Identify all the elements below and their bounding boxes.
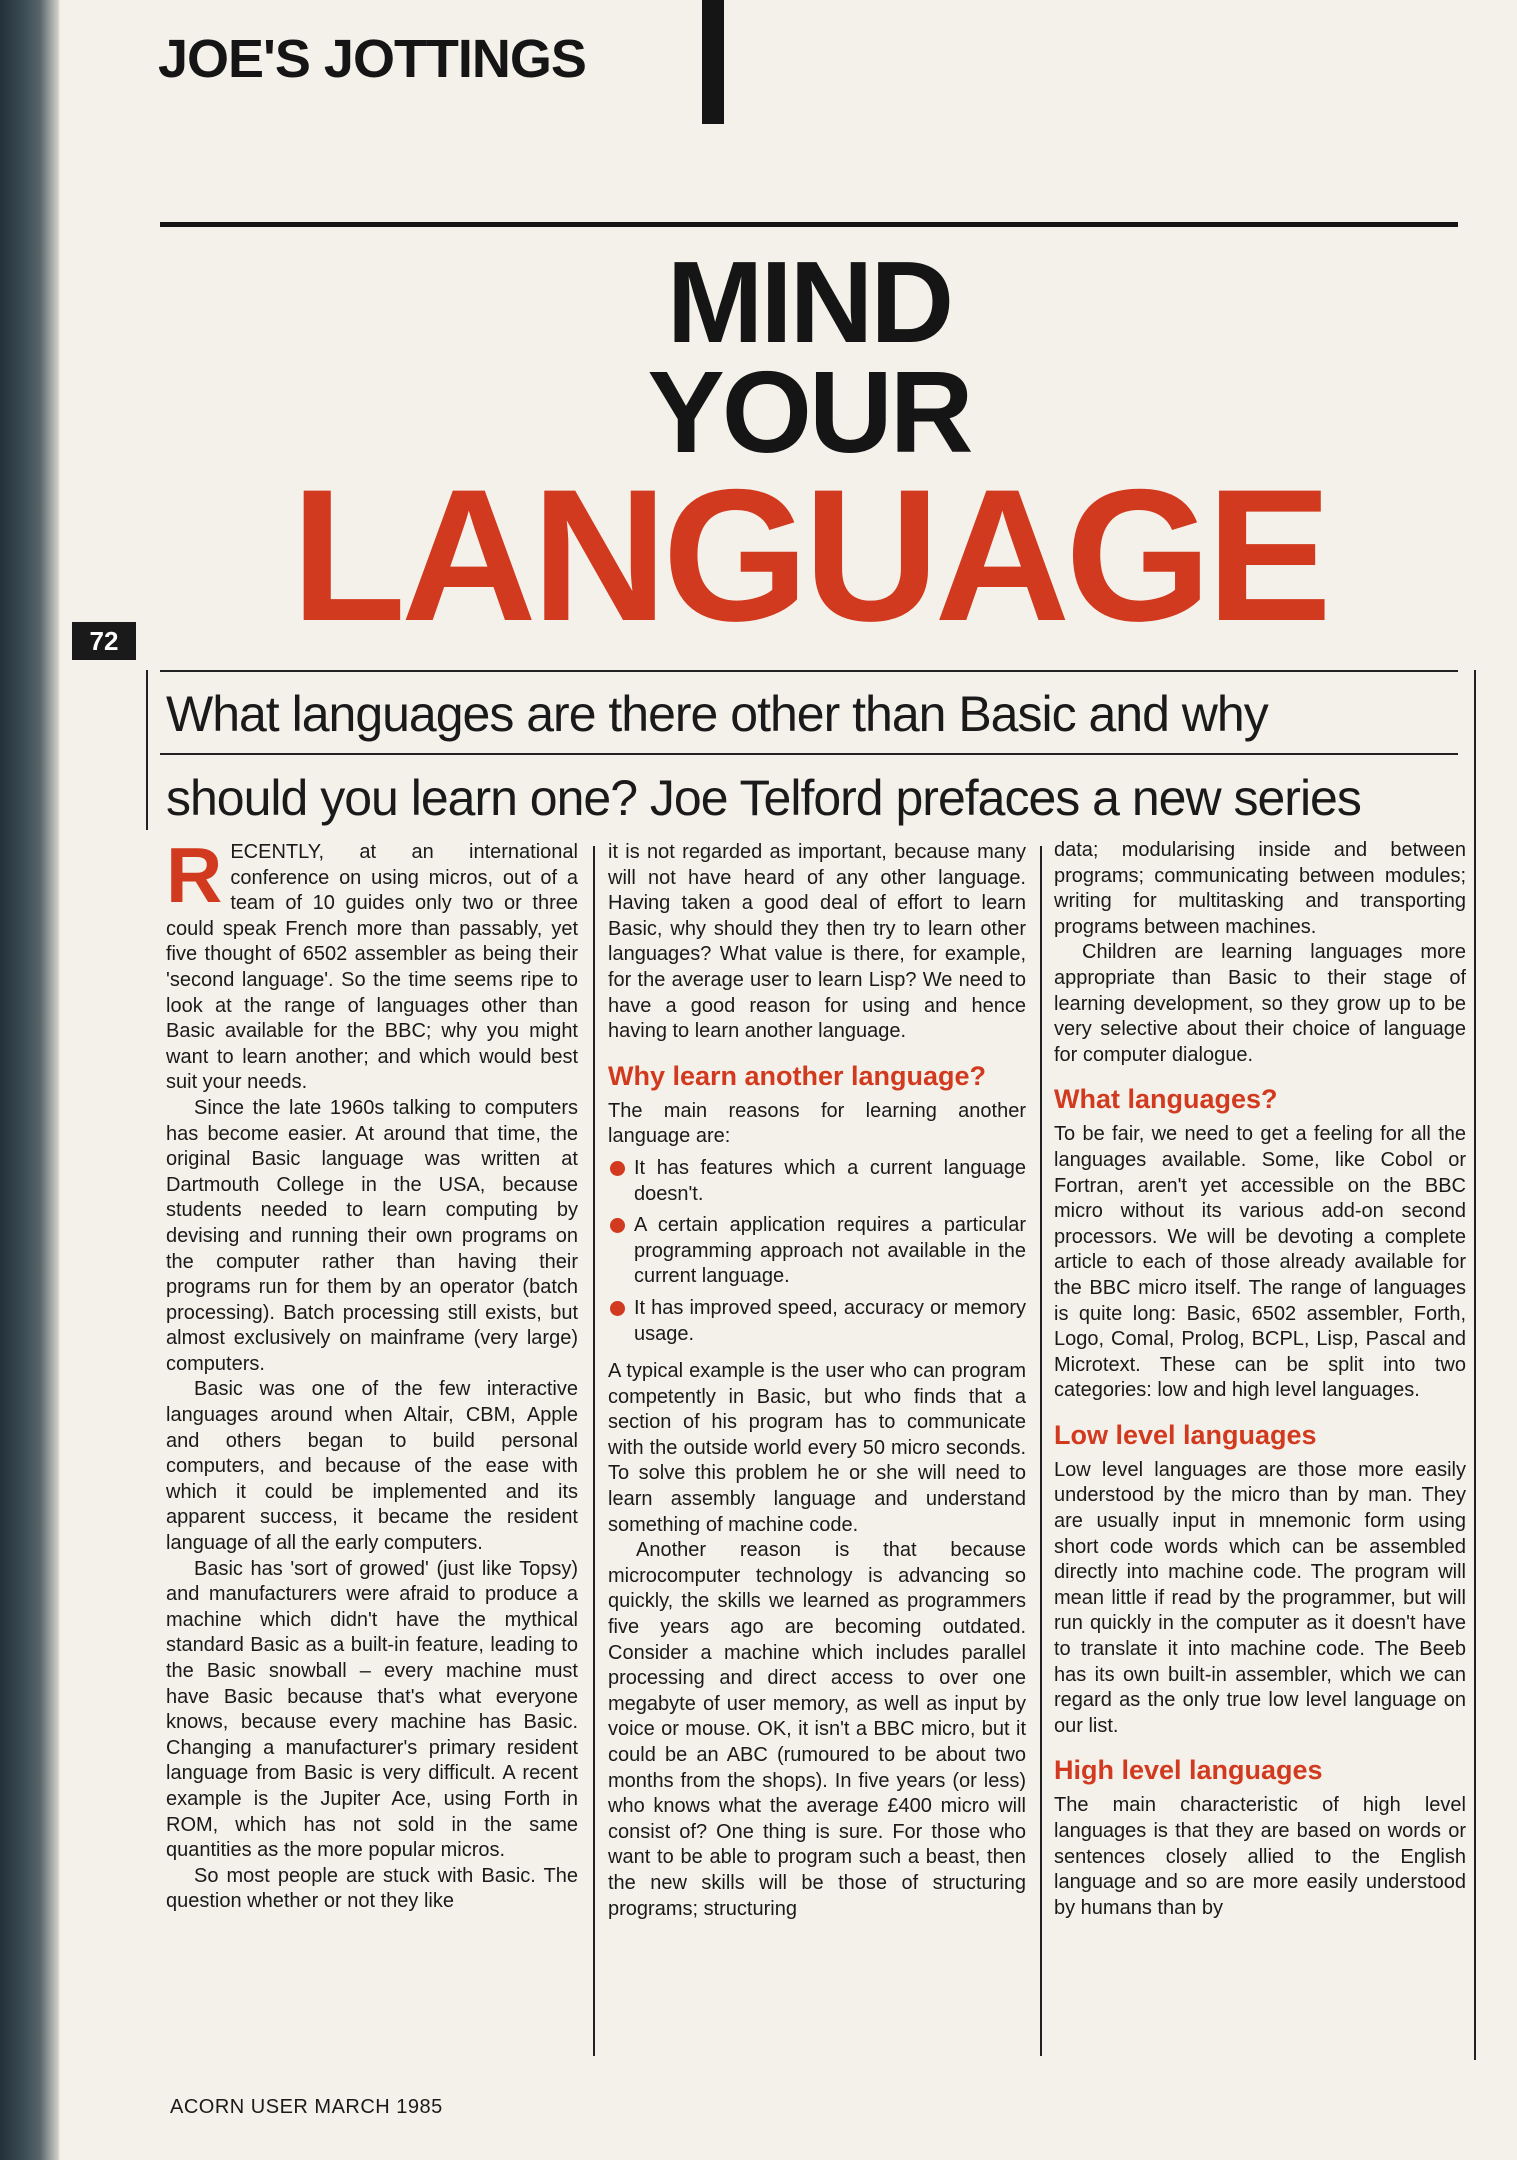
drop-cap: R xyxy=(166,840,223,919)
paragraph: To be fair, we need to get a feeling for all the languages available. Some, like Cobol or Fortran, aren't yet accessible on the BBC micro without its various add-on second processors. We will be devoting a complete article to each of those already available for the BBC micro itself. The range of languages is quite long: Basic, 6502 assembler, Forth, Logo, Comal, Prolog, BCPL, Lisp, Pascal and Microtext. These can be split into two categories: low and high level languages. xyxy=(1054,1123,1466,1402)
section-label: JOE'S JOTTINGS xyxy=(158,29,586,89)
paragraph: Children are learning languages more appropriate than Basic to their stage of learning development, so they grow up to be very selective about their choice of language for computer dialogue. xyxy=(1054,941,1466,1066)
section-marker-bar xyxy=(702,0,724,124)
headline-line-1: MIND xyxy=(666,237,952,367)
column-divider-2 xyxy=(1040,846,1042,2056)
standfirst-line-2: should you learn one? Joe Telford prefaces a new series xyxy=(166,770,1361,826)
paragraph: Since the late 1960s talking to computers has become easier. At around that time, the original Basic language was written at Dartmouth College in the USA, because students needed to learn computing by devising and running their own programs on the computer rather than having their programs run for them by an operator (batch processing). Batch processing still exists, but almost exclusively on mainframe (very large) computers. xyxy=(166,1096,578,1375)
paragraph: Basic has 'sort of growed' (just like Topsy) and manufacturers were afraid to produce a machine which didn't have the mythical standard Basic as a built-in feature, leading to the Basic snowball – every machine must have Basic because that's what everyone knows, because every machine has Basic. Changing a manufacturer's primary resident language from Basic is very difficult. A recent example is the Jupiter Ace, using Forth in ROM, which has not sold in the same quantities as the more popular micros. xyxy=(166,1557,578,1862)
headline-line-2: YOUR xyxy=(647,347,971,477)
paragraph: it is not regarded as important, because many will not have heard of any other language. Having taken a good deal of effort to learn Basic, why should they then try to learn other languages? What value is there, for example, for the average user to learn Lisp? We need to have a good reason for using and hence having to learn another language. xyxy=(608,841,1026,1043)
subheading: Why learn another language? xyxy=(608,1060,987,1091)
paragraph-text: ECENTLY, at an international conference on using micros, out of a team of 10 guides only two or three could speak French more than passably, yet five thought of 6502 assembler as being their 'second language'. So the time seems ripe to look at the range of languages other than Basic available for the BBC; why you might want to learn another; and which would best suit your needs. xyxy=(166,841,578,1094)
article-column-1 xyxy=(166,840,578,2060)
list-item: A certain application requires a particular programming approach not available in the current language. xyxy=(608,1213,1026,1290)
article-column-2 xyxy=(608,840,1026,2060)
paragraph: Basic was one of the few interactive languages around when Altair, CBM, Apple and others began to build personal computers, and because of the ease with which it could be implemented and its apparent success, it became the resident language of all the early computers. xyxy=(166,1378,578,1555)
binding-spine xyxy=(0,0,60,2160)
footer-credit: ACORN USER MARCH 1985 xyxy=(170,2096,443,2118)
paragraph: Low level languages are those more easily understood by the micro than by man. They are usually input in mnemonic form using short code words which can be assembled directly into machine code. The program will mean little if read by the programmer, but will run quickly in the computer as it doesn't have to translate it into machine code. The Beeb has its own built-in assembler, which we can regard as the only true low level language on our list. xyxy=(1054,1458,1466,1737)
article-column-3 xyxy=(1054,838,1466,2058)
bullet-list xyxy=(608,1156,1026,1347)
column-divider-1 xyxy=(593,846,595,2056)
paragraph: So most people are stuck with Basic. The question whether or not they like xyxy=(166,1864,578,1913)
list-item: It has features which a current language doesn't. xyxy=(608,1156,1026,1207)
standfirst xyxy=(166,672,1466,840)
column-rule-right xyxy=(1474,670,1476,2060)
subheading: What languages? xyxy=(1054,1084,1278,1115)
subheading: High level languages xyxy=(1054,1755,1323,1786)
paragraph: A typical example is the user who can program competently in Basic, but who finds that a section of his program has to communicate with the outside world every 50 micro seconds. To solve this problem he or she will need to learn assembly language and understand something of machine code. xyxy=(608,1360,1026,1536)
paragraph: The main characteristic of high level languages is that they are based on words or sentences closely allied to the English language and so are more easily understood by humans than by xyxy=(1054,1794,1466,1919)
list-item: It has improved speed, accuracy or memory usage. xyxy=(608,1296,1026,1347)
paragraph: The main reasons for learning another language are: xyxy=(608,1099,1026,1148)
subheading: Low level languages xyxy=(1054,1419,1317,1450)
standfirst-rule-left xyxy=(146,670,148,830)
paragraph: data; modularising inside and between programs; communicating between modules; writing for multitasking and transporting programs between machines. xyxy=(1054,839,1466,938)
page-number: 72 xyxy=(72,622,136,660)
headline-line-3: LANGUAGE xyxy=(291,450,1327,660)
paragraph: Another reason is that because microcomputer technology is advancing so quickly, the skills we learned as programmers five years ago are becoming outdated. Consider a machine which includes parallel processing and direct access to over one megabyte of user memory, as well as input by voice or mouse. OK, it isn't a BBC micro, but it could be an ABC (rumoured to be about two months from the shops). In five years (or less) who knows what the average £400 micro will consist of? One thing is sure. For those who want to be able to program such a beast, then the new skills will be those of structuring programs; structuring xyxy=(608,1539,1026,1920)
standfirst-line-1: What languages are there other than Basic and why xyxy=(166,686,1268,742)
paragraph xyxy=(166,840,578,1096)
header-rule xyxy=(160,222,1458,227)
